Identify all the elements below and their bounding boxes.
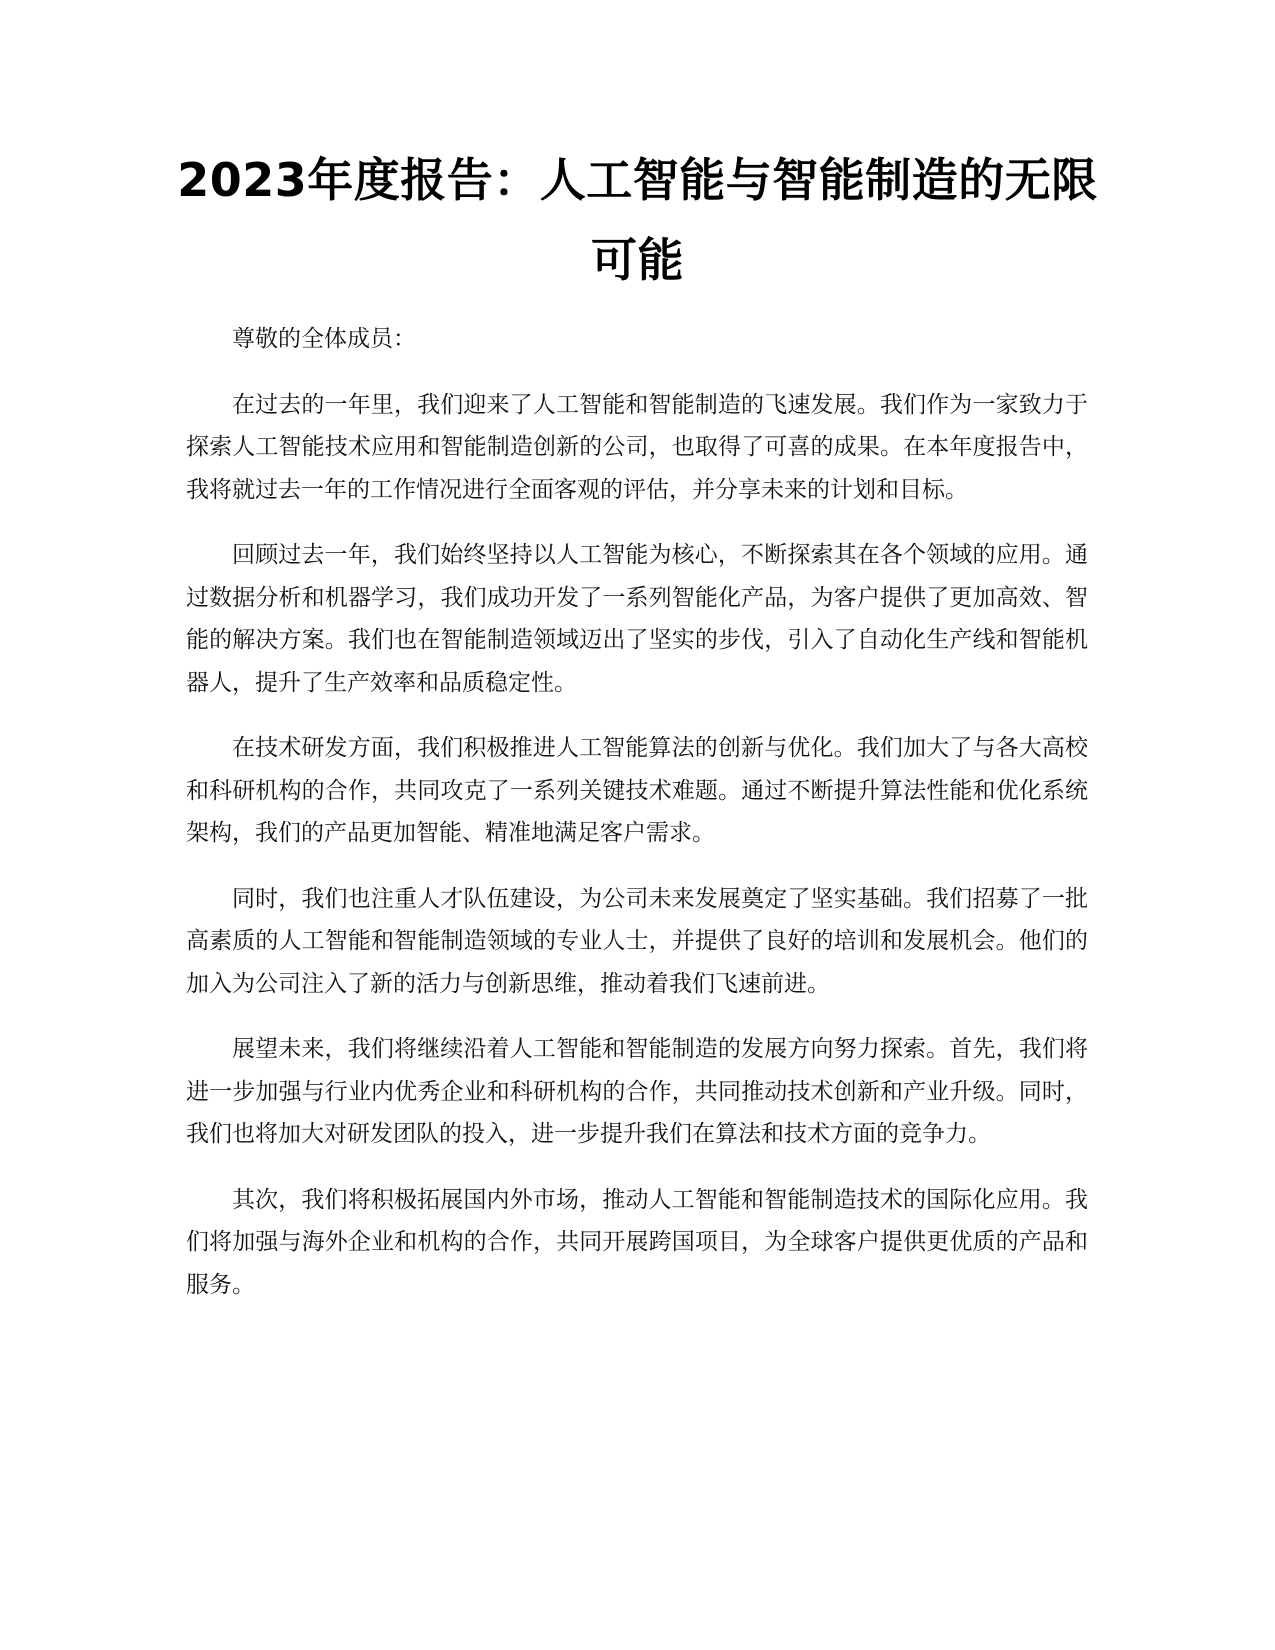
paragraph: 在技术研发方面，我们积极推进人工智能算法的创新与优化。我们加大了与各大高校和科研机构的合作，共同攻克了一系列关键技术难题。通过不断提升算法性能和优化系统架构，我们的产品更加智能、精准地满足客户需求。: [186, 735, 1088, 846]
paragraph: 其次，我们将积极拓展国内外市场，推动人工智能和智能制造技术的国际化应用。我们将加强与海外企业和机构的合作，共同开展跨国项目，为全球客户提供更优质的产品和服务。: [186, 1186, 1088, 1298]
document-body: [186, 318, 1088, 1329]
greeting: 尊敬的全体成员：: [232, 326, 416, 352]
paragraph: 回顾过去一年，我们始终坚持以人工智能为核心，不断探索其在各个领域的应用。通过数据分析和机器学习，我们成功开发了一系列智能化产品，为客户提供了更加高效、智能的解决方案。我们也在智能制造领域迈出了坚实的步伐，引入了自动化生产线和智能机器人，提升了生产效率和品质稳定性。: [186, 542, 1088, 696]
document-title: 2023年度报告：人工智能与智能制造的无限可能: [177, 153, 1098, 287]
paragraph: 同时，我们也注重人才队伍建设，为公司未来发展奠定了坚实基础。我们招募了一批高素质的人工智能和智能制造领域的专业人士，并提供了良好的培训和发展机会。他们的加入为公司注入了新的活力与创新思维，推动着我们飞速前进。: [186, 885, 1088, 997]
paragraph: 展望未来，我们将继续沿着人工智能和智能制造的发展方向努力探索。首先，我们将进一步加强与行业内优秀企业和科研机构的合作，共同推动技术创新和产业升级。同时，我们也将加大对研发团队的投入，进一步提升我们在算法和技术方面的竞争力。: [186, 1036, 1088, 1147]
paragraph: 在过去的一年里，我们迎来了人工智能和智能制造的飞速发展。我们作为一家致力于探索人工智能技术应用和智能制造创新的公司，也取得了可喜的成果。在本年度报告中，我将就过去一年的工作情况进行全面客观的评估，并分享未来的计划和目标。: [186, 391, 1088, 503]
